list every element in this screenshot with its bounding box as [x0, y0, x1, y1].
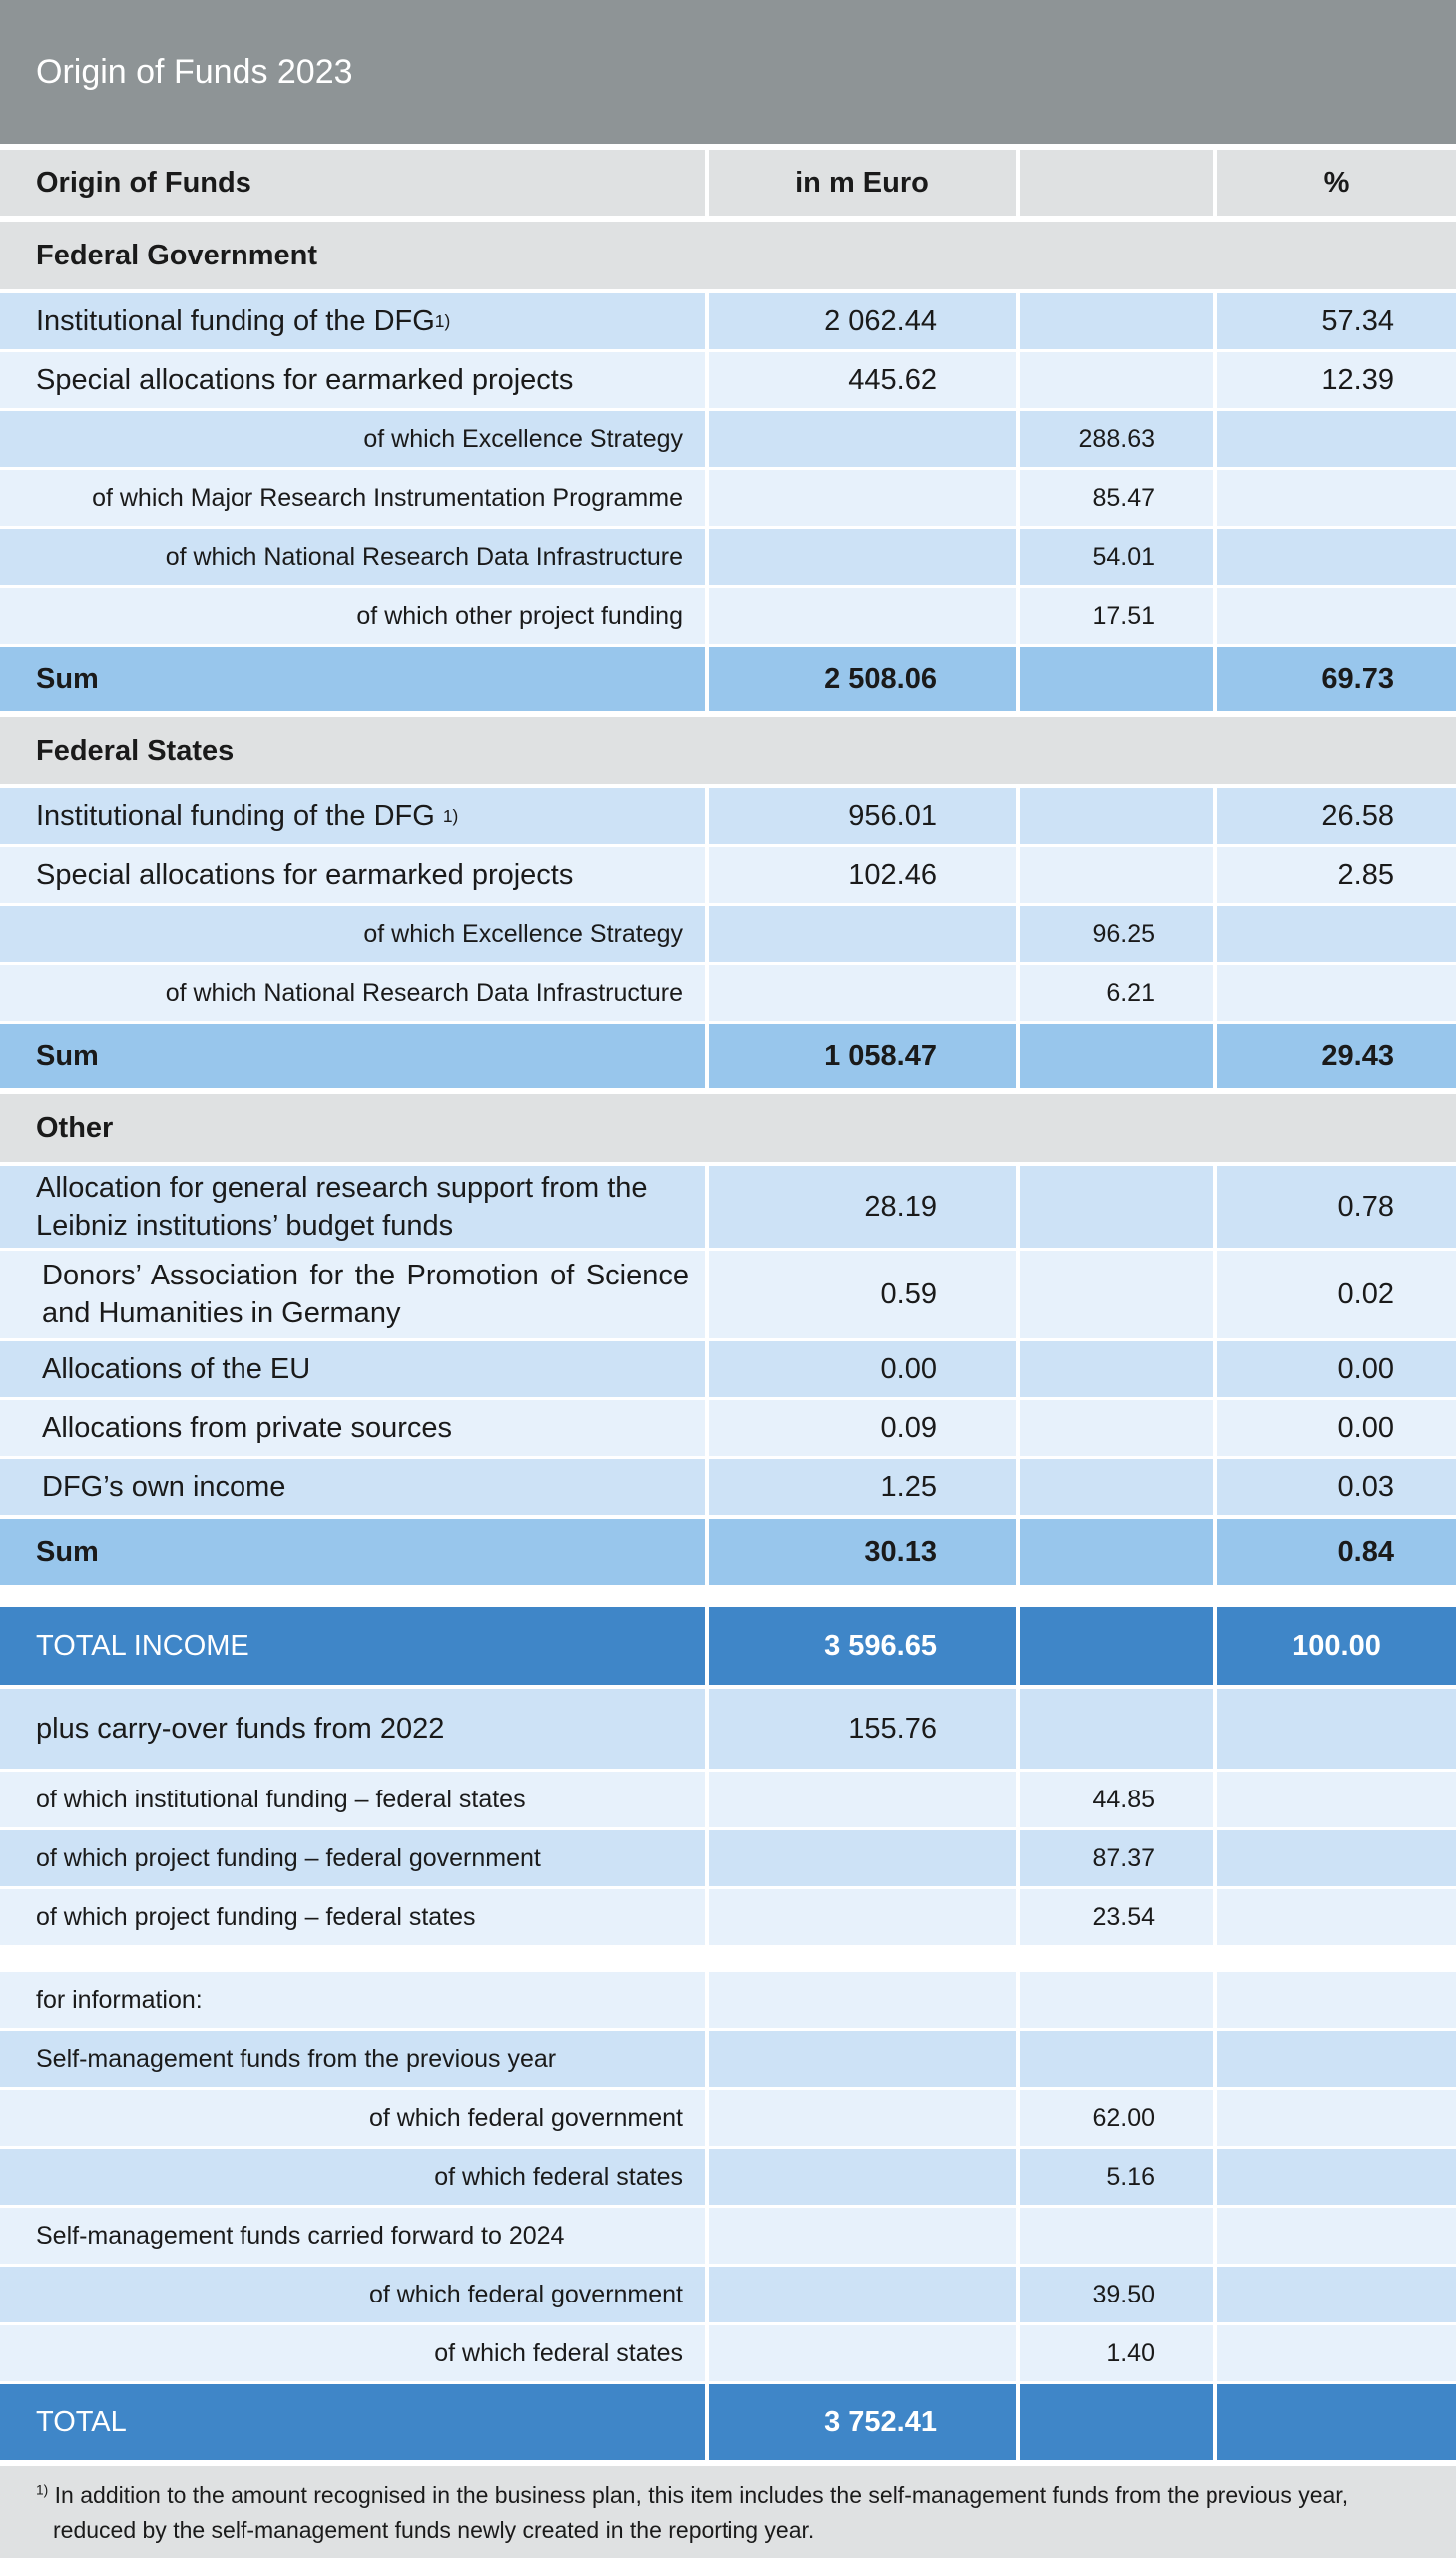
row-pct — [1217, 1689, 1456, 1769]
row-eur: 155.76 — [709, 1689, 1016, 1769]
row-sub — [1020, 847, 1213, 903]
row-sub: 87.37 — [1020, 1830, 1213, 1886]
row-sub — [1020, 788, 1213, 844]
header-sub — [1020, 150, 1213, 216]
total-pct — [1217, 2384, 1456, 2460]
row-pct: 12.39 — [1217, 352, 1456, 408]
row-eur: 1.25 — [709, 1459, 1016, 1515]
sum-pct: 69.73 — [1217, 647, 1456, 711]
row-label: of which federal states — [0, 2325, 705, 2381]
total-label: TOTAL — [0, 2384, 705, 2460]
row-eur — [709, 2267, 1016, 2322]
row-label: Special allocations for earmarked projects — [0, 847, 705, 903]
row-pct — [1217, 470, 1456, 526]
table-row — [0, 2267, 1456, 2322]
sum-row-other — [0, 1519, 1456, 1585]
table-row — [0, 1772, 1456, 1827]
row-eur — [709, 1830, 1016, 1886]
sum-row-federal-states — [0, 1024, 1456, 1088]
row-label: Allocation for general research support from the Leibniz institutions’ budget funds — [0, 1166, 705, 1248]
table-row — [0, 1166, 1456, 1248]
header-pct: % — [1217, 150, 1456, 216]
section-heading-label: Federal States — [36, 734, 235, 767]
row-sub — [1020, 2031, 1213, 2087]
row-pct — [1217, 2149, 1456, 2205]
row-pct — [1217, 965, 1456, 1021]
row-label: of which National Research Data Infrastructure — [0, 529, 705, 585]
row-sub: 288.63 — [1020, 411, 1213, 467]
row-eur — [709, 529, 1016, 585]
row-eur — [709, 1889, 1016, 1945]
row-label: plus carry-over funds from 2022 — [0, 1689, 705, 1769]
table-row — [0, 1972, 1456, 2028]
row-sub — [1020, 1400, 1213, 1456]
total-income-eur: 3 596.65 — [709, 1607, 1016, 1685]
total-sub — [1020, 2384, 1213, 2460]
total-income-pct: 100.00 — [1217, 1607, 1456, 1685]
row-label: of which Excellence Strategy — [0, 906, 705, 962]
row-label: Self-management funds carried forward to 2024 — [0, 2208, 705, 2264]
row-eur: 956.01 — [709, 788, 1016, 844]
row-sub — [1020, 1251, 1213, 1338]
row-pct — [1217, 2208, 1456, 2264]
row-eur: 445.62 — [709, 352, 1016, 408]
row-sub: 5.16 — [1020, 2149, 1213, 2205]
footnote-line-2: reduced by the self-management funds newly created in the reporting year. — [53, 2517, 815, 2543]
row-eur: 0.59 — [709, 1251, 1016, 1338]
sum-label: Sum — [0, 1519, 705, 1585]
row-eur: 0.09 — [709, 1400, 1016, 1456]
table-row — [0, 293, 1456, 349]
footnote — [0, 2466, 1456, 2558]
table-row — [0, 2090, 1456, 2146]
row-label: of which Major Research Instrumentation Programme — [0, 470, 705, 526]
table-row — [0, 2031, 1456, 2087]
sum-sub — [1020, 1024, 1213, 1088]
sum-pct: 29.43 — [1217, 1024, 1456, 1088]
row-eur — [709, 2149, 1016, 2205]
row-pct — [1217, 2031, 1456, 2087]
table-row — [0, 1400, 1456, 1456]
row-sub: 54.01 — [1020, 529, 1213, 585]
footnote-text — [36, 2466, 1433, 2548]
table-row — [0, 352, 1456, 408]
row-sub — [1020, 293, 1213, 349]
table-row — [0, 2325, 1456, 2381]
sum-pct: 0.84 — [1217, 1519, 1456, 1585]
row-sub — [1020, 1166, 1213, 1248]
section-heading-other — [0, 1094, 1456, 1162]
row-label: of which institutional funding – federal states — [0, 1772, 705, 1827]
row-pct — [1217, 1889, 1456, 1945]
sum-eur: 30.13 — [709, 1519, 1016, 1585]
row-pct: 2.85 — [1217, 847, 1456, 903]
table-row — [0, 411, 1456, 467]
row-pct: 0.00 — [1217, 1341, 1456, 1397]
row-pct — [1217, 2325, 1456, 2381]
footnote-marker: 1) — [36, 2482, 49, 2498]
row-pct — [1217, 2090, 1456, 2146]
carry-over-row — [0, 1689, 1456, 1769]
sum-eur: 2 508.06 — [709, 647, 1016, 711]
table-title: Origin of Funds 2023 — [36, 52, 353, 91]
row-label: of which Excellence Strategy — [0, 411, 705, 467]
row-eur: 0.00 — [709, 1341, 1016, 1397]
row-label: for information: — [0, 1972, 705, 2028]
table-row — [0, 470, 1456, 526]
row-pct — [1217, 529, 1456, 585]
row-sub: 62.00 — [1020, 2090, 1213, 2146]
row-sub: 39.50 — [1020, 2267, 1213, 2322]
row-pct — [1217, 2267, 1456, 2322]
row-label: Institutional funding of the DFG 1) — [0, 293, 705, 349]
row-pct: 0.78 — [1217, 1166, 1456, 1248]
table-row — [0, 1251, 1456, 1338]
row-label: of which National Research Data Infrastructure — [0, 965, 705, 1021]
row-sub: 85.47 — [1020, 470, 1213, 526]
total-eur: 3 752.41 — [709, 2384, 1016, 2460]
table-row — [0, 788, 1456, 844]
row-eur — [709, 470, 1016, 526]
row-eur — [709, 2031, 1016, 2087]
row-label: of which project funding – federal states — [0, 1889, 705, 1945]
sum-sub — [1020, 1519, 1213, 1585]
row-eur — [709, 588, 1016, 644]
table-row — [0, 1830, 1456, 1886]
row-pct: 0.03 — [1217, 1459, 1456, 1515]
row-label: Institutional funding of the DFG 1) — [0, 788, 705, 844]
row-pct — [1217, 1972, 1456, 2028]
section-heading-federal-government — [0, 222, 1456, 289]
row-pct — [1217, 1830, 1456, 1886]
row-sub: 23.54 — [1020, 1889, 1213, 1945]
row-sub — [1020, 1459, 1213, 1515]
table-row — [0, 1889, 1456, 1945]
row-eur — [709, 1772, 1016, 1827]
row-pct — [1217, 1772, 1456, 1827]
row-pct — [1217, 906, 1456, 962]
footnote-line-1: $^{1)}$ In addition to the amount recognised in the business plan, this item includes the self-management funds from the previous year, — [36, 2482, 1349, 2508]
row-sub — [1020, 352, 1213, 408]
row-eur — [709, 965, 1016, 1021]
row-label: Allocations of the EU — [0, 1341, 705, 1397]
row-label: of which other project funding — [0, 588, 705, 644]
row-eur — [709, 1972, 1016, 2028]
row-label: of which federal states — [0, 2149, 705, 2205]
table-row — [0, 529, 1456, 585]
section-heading-federal-states — [0, 717, 1456, 784]
row-sub: 96.25 — [1020, 906, 1213, 962]
row-pct — [1217, 411, 1456, 467]
table-row — [0, 906, 1456, 962]
row-sub: 17.51 — [1020, 588, 1213, 644]
row-label: Donors’ Association for the Promotion of Science and Humanities in Germany — [0, 1251, 705, 1338]
total-income-label: TOTAL INCOME — [0, 1607, 705, 1685]
sum-label: Sum — [0, 647, 705, 711]
row-label: Special allocations for earmarked projects — [0, 352, 705, 408]
sum-eur: 1 058.47 — [709, 1024, 1016, 1088]
row-eur: 102.46 — [709, 847, 1016, 903]
row-eur: 28.19 — [709, 1166, 1016, 1248]
row-eur — [709, 2208, 1016, 2264]
column-header-row — [0, 150, 1456, 216]
table-row — [0, 1459, 1456, 1515]
sum-sub — [1020, 647, 1213, 711]
row-label: Allocations from private sources — [0, 1400, 705, 1456]
row-label: Self-management funds from the previous year — [0, 2031, 705, 2087]
row-sub — [1020, 1341, 1213, 1397]
row-sub — [1020, 1972, 1213, 2028]
row-pct: 26.58 — [1217, 788, 1456, 844]
table-row — [0, 847, 1456, 903]
row-eur — [709, 411, 1016, 467]
table-row — [0, 2149, 1456, 2205]
header-eur: in m Euro — [709, 150, 1016, 216]
row-pct: 0.02 — [1217, 1251, 1456, 1338]
row-eur: 2 062.44 — [709, 293, 1016, 349]
row-eur — [709, 2325, 1016, 2381]
table-row — [0, 965, 1456, 1021]
section-heading-label: Federal Government — [36, 239, 318, 271]
row-pct: 0.00 — [1217, 1400, 1456, 1456]
row-label: of which federal government — [0, 2267, 705, 2322]
row-pct: 57.34 — [1217, 293, 1456, 349]
row-label: of which federal government — [0, 2090, 705, 2146]
row-sub — [1020, 1689, 1213, 1769]
table-title-bar — [0, 0, 1456, 144]
sum-row-federal-government — [0, 647, 1456, 711]
section-heading-label: Other — [36, 1111, 114, 1144]
row-label: DFG’s own income — [0, 1459, 705, 1515]
table-row — [0, 1341, 1456, 1397]
sum-label: Sum — [0, 1024, 705, 1088]
row-sub — [1020, 2208, 1213, 2264]
total-row — [0, 2384, 1456, 2460]
table-row — [0, 2208, 1456, 2264]
row-sub: 6.21 — [1020, 965, 1213, 1021]
row-eur — [709, 2090, 1016, 2146]
total-income-row — [0, 1607, 1456, 1685]
row-label: of which project funding – federal government — [0, 1830, 705, 1886]
row-sub: 44.85 — [1020, 1772, 1213, 1827]
row-pct — [1217, 588, 1456, 644]
table-row — [0, 588, 1456, 644]
header-origin: Origin of Funds — [0, 150, 705, 216]
row-eur — [709, 906, 1016, 962]
row-sub: 1.40 — [1020, 2325, 1213, 2381]
total-income-sub — [1020, 1607, 1213, 1685]
